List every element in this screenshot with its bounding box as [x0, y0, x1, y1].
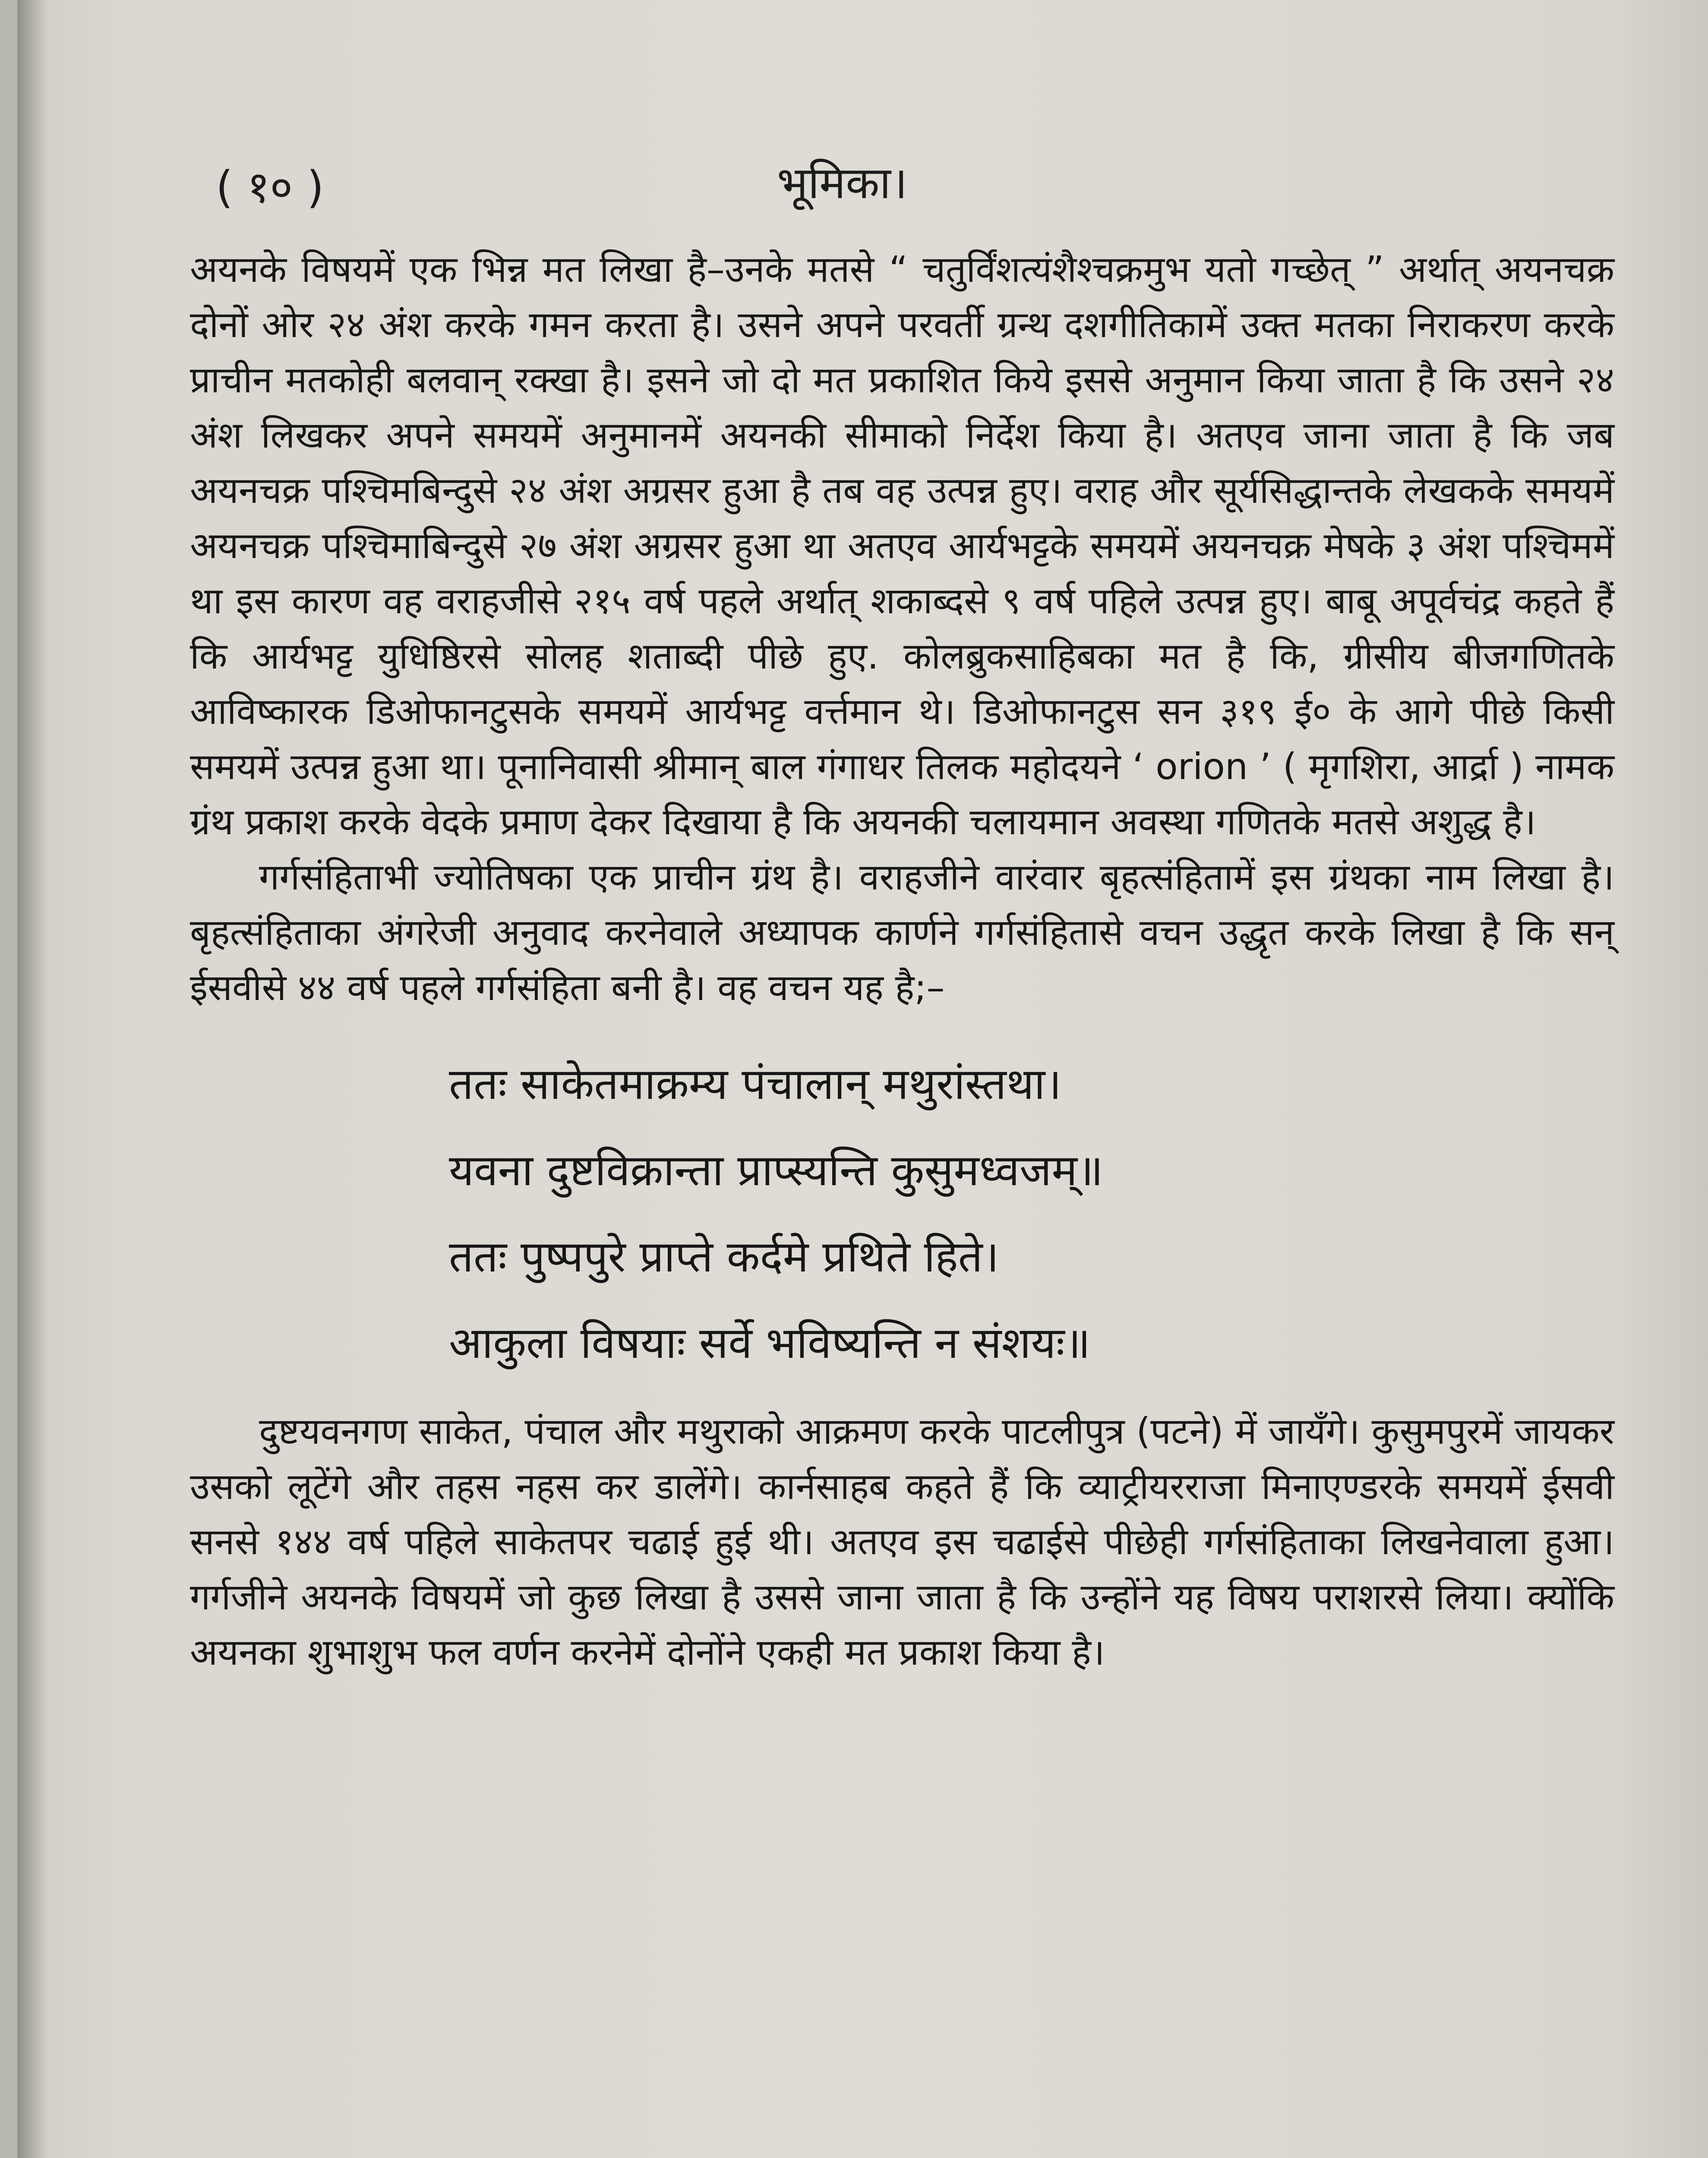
verse-line: ततः पुष्पपुरे प्राप्ते कर्दमे प्रथिते हिते। — [449, 1231, 999, 1282]
page-number: ( १० ) — [216, 162, 324, 213]
verse-line: ततः साकेतमाक्रम्य पंचालान् मथुरांस्तथा। — [449, 1059, 1062, 1109]
verse-line: आकुला विषयाः सर्वे भविष्यन्ति न संशयः॥ — [449, 1318, 1091, 1368]
book-page — [17, 0, 1708, 2158]
body-text — [190, 242, 1614, 1680]
paragraph-garga-samhita: गर्गसंहिताभी ज्योतिषका एक प्राचीन ग्रंथ है। वराहजीने वारंवार बृहत्संहितामें इस ग्रंथका नाम लिखा है। बृहत्संहिताका अंगरेजी अनुवाद करनेवाले अध्यापक कार्णने गर्गसंहितासे वचन उद्धृत करके लिखा है कि सन् ईसवीसे ४४ वर्ष पहले गर्गसंहिता बनी है। वह वचन यह है;– — [190, 856, 1614, 1009]
running-title: भूमिका। — [777, 158, 908, 209]
binding-shadow — [17, 0, 47, 2158]
paragraph-ayana: अयनके विषयमें एक भिन्न मत लिखा है–उनके मतसे “ चतुर्विंशत्यंशैश्चक्रमुभ यतो गच्छेत् ” अर्थात् अयनचक्र दोनों ओर २४ अंश करके गमन करता है। उसने अपने परवर्ती ग्रन्थ दशगीतिकामें उक्त मतका निराकरण करके प्राचीन मतकोही बलवान् रक्खा है। इसने जो दो मत प्रकाशित किये इससे अनुमान किया जाता है कि उसने २४ अंश लिखकर अपने समयमें अनुमानमें अयनकी सीमाको निर्देश किया है। अतएव जाना जाता है कि जब अयनचक्र पश्चिमबिन्दुसे २४ अंश अग्रसर हुआ है तब वह उत्पन्न हुए। वराह और सूर्यसिद्धान्तके लेखकके समयमें अयनचक्र पश्चिमाबिन्दुसे २७ अंश अग्रसर हुआ था अतएव आर्यभट्टके समयमें अयनचक्र मेषके ३ अंश पश्चिममें था इस कारण वह वराहजीसे २१५ वर्ष पहले अर्थात् शकाब्दसे ९ वर्ष पहिले उत्पन्न हुए। बाबू अपूर्वचंद्र कहते हैं कि आर्यभट्ट युधिष्ठिरसे सोलह शताब्दी पीछे हुए. कोलब्रुकसाहिबका मत है कि, ग्रीसीय बीजगणितके आविष्कारक डिओफानटुसके समयमें आर्यभट्ट वर्त्तमान थे। डिओफानटुस सन ३१९ ई० के आगे पीछे किसी समयमें उत्पन्न हुआ था। पूनानिवासी श्रीमान् बाल गंगाधर तिलक महोदयने ‘ orion ’ ( मृगशिरा, आर्द्रा ) नामक ग्रंथ प्रकाश करके वेदके प्रमाण देकर दिखाया है कि अयनकी चलायमान अवस्था गणितके मतसे अशुद्ध है। — [190, 248, 1614, 843]
verse-line: यवना दुष्टविक्रान्ता प्राप्स्यन्ति कुसुमध्वजम्॥ — [449, 1145, 1103, 1196]
page-header — [17, 155, 1708, 216]
paragraph-translation: दुष्टयवनगण साकेत, पंचाल और मथुराको आक्रमण करके पाटलीपुत्र (पटने) में जायँगे। कुसुमपुरमें जायकर उसको लूटेंगे और तहस नहस कर डालेंगे। कार्नसाहब कहते हैं कि व्याट्रीयरराजा मिनाएण्डरके समयमें ईसवी सनसे १४४ वर्ष पहिले साकेतपर चढाई हुई थी। अतएव इस चढाईसे पीछेही गर्गसंहिताका लिखनेवाला हुआ। गर्गजीने अयनके विषयमें जो कुछ लिखा है उससे जाना जाता है कि उन्होंने यह विषय पराशरसे लिया। क्योंकि अयनका शुभाशुभ फल वर्णन करनेमें दोनोंने एकही मत प्रकाश किया है। — [190, 1410, 1614, 1673]
sanskrit-verse — [449, 1041, 1614, 1386]
